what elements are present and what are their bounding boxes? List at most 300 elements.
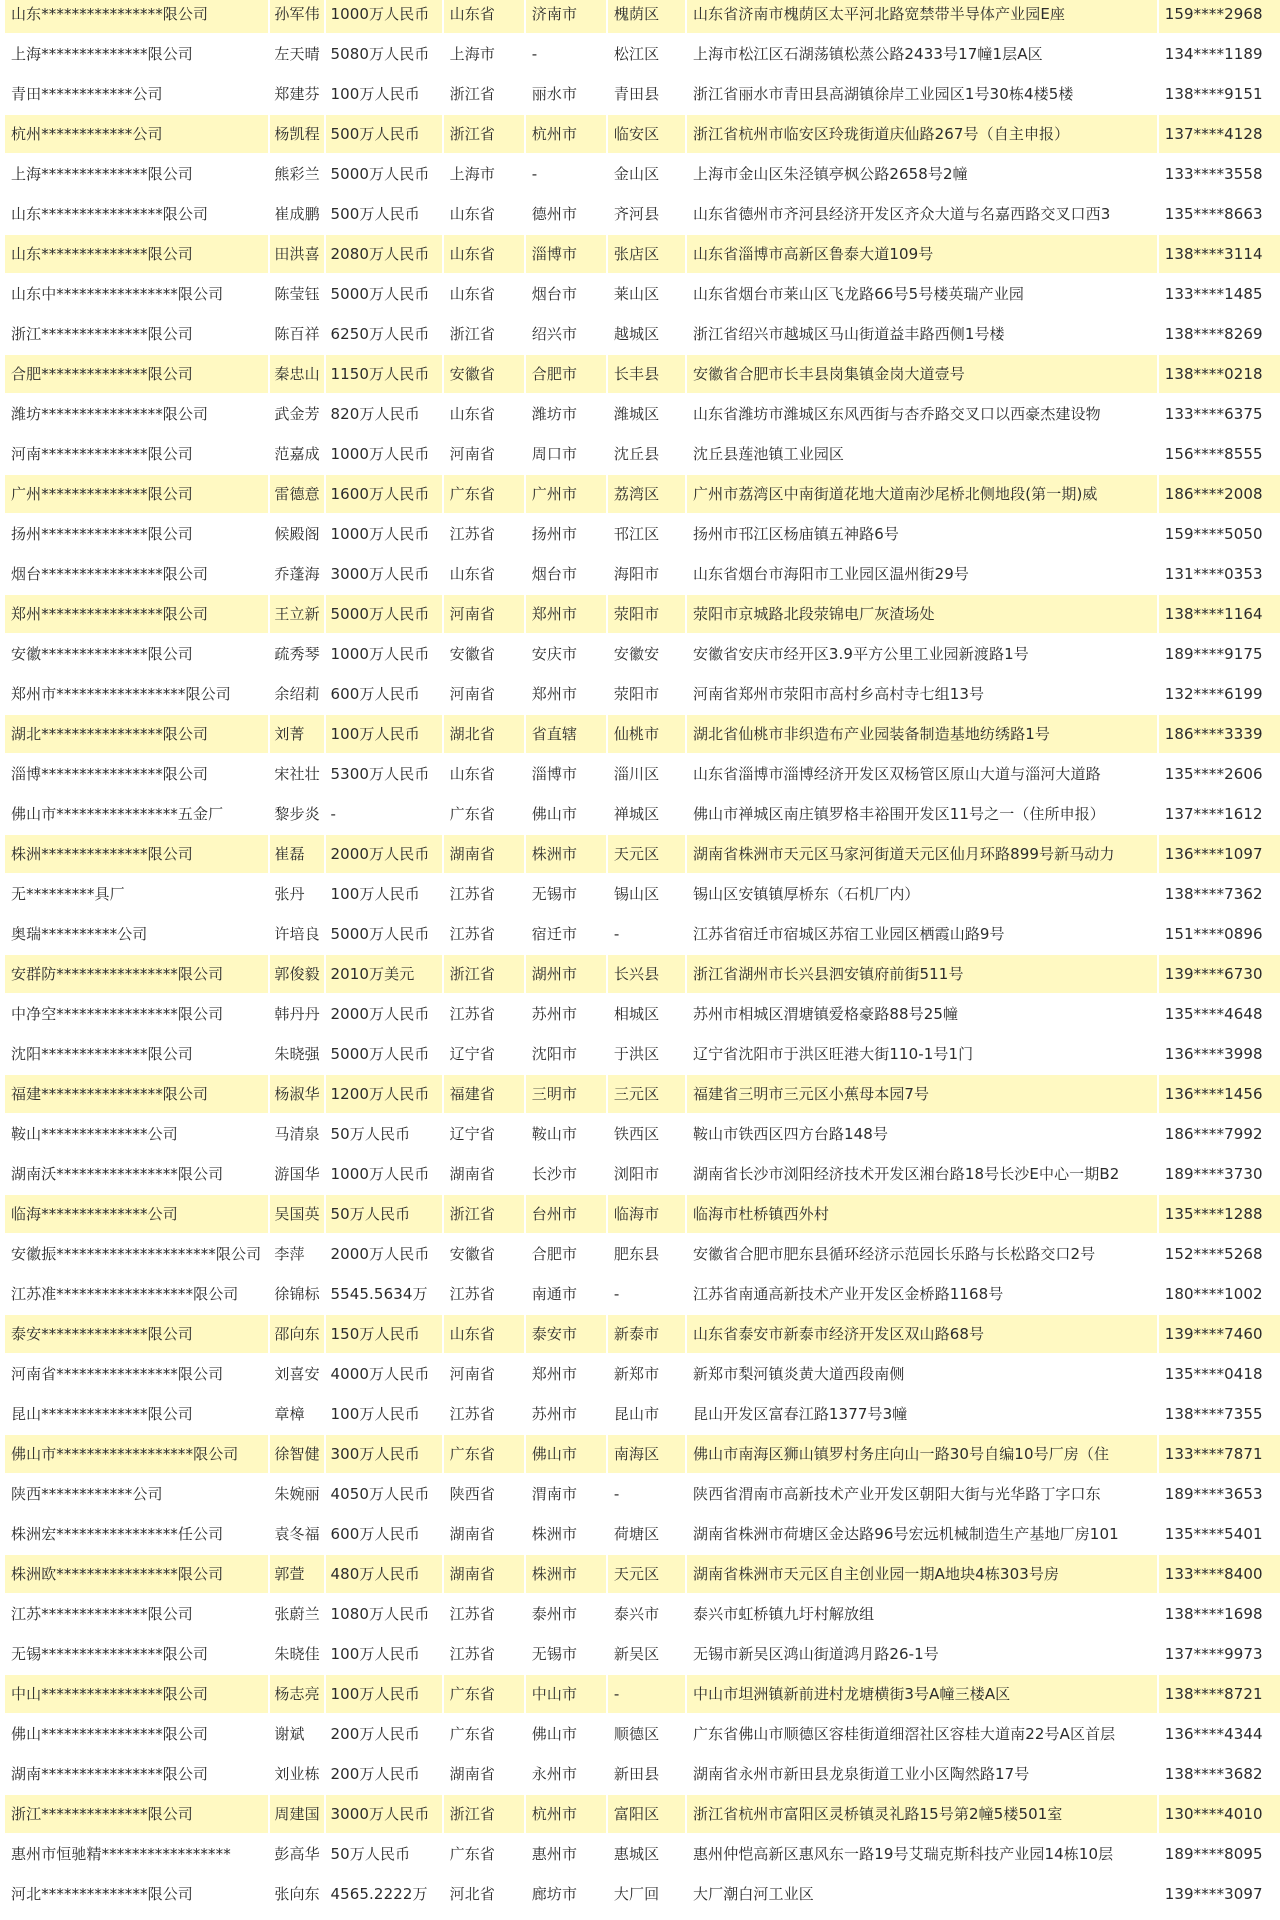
- city-cell: 廊坊市: [526, 1875, 606, 1915]
- county-cell: 齐河县: [608, 195, 685, 235]
- legal-person-cell: 杨淑华: [270, 1075, 324, 1115]
- table-row: [5, 1475, 1280, 1515]
- company-name-cell: 淄博****************限公司: [5, 755, 268, 795]
- province-cell: 河北省: [444, 1875, 524, 1915]
- province-cell: 浙江省: [444, 1195, 524, 1235]
- city-cell: 丽水市: [526, 75, 606, 115]
- city-cell: 淄博市: [526, 755, 606, 795]
- city-cell: 台州市: [526, 1195, 606, 1235]
- company-name-cell: 佛山市****************五金厂: [5, 795, 268, 835]
- table-row: [5, 675, 1280, 715]
- province-cell: 湖北省: [444, 715, 524, 755]
- registered-capital-cell: 4050万人民币: [326, 1475, 441, 1515]
- registered-capital-cell: 300万人民币: [326, 1435, 441, 1475]
- province-cell: 浙江省: [444, 115, 524, 155]
- province-cell: 江苏省: [444, 1275, 524, 1315]
- legal-person-cell: 袁冬福: [270, 1515, 324, 1555]
- address-cell: 湖南省永州市新田县龙泉街道工业小区陶然路17号: [687, 1755, 1157, 1795]
- registered-capital-cell: 100万人民币: [326, 1395, 441, 1435]
- legal-person-cell: 余绍莉: [270, 675, 324, 715]
- address-cell: 湖南省株洲市荷塘区金达路96号宏远机械制造生产基地厂房101: [687, 1515, 1157, 1555]
- company-name-cell: 杭州************公司: [5, 115, 268, 155]
- county-cell: 安徽安: [608, 635, 685, 675]
- legal-person-cell: 熊彩兰: [270, 155, 324, 195]
- city-cell: 渭南市: [526, 1475, 606, 1515]
- phone-cell: 137****9973: [1159, 1635, 1280, 1675]
- city-cell: 沈阳市: [526, 1035, 606, 1075]
- address-cell: 临海市杜桥镇西外村: [687, 1195, 1157, 1235]
- table-row: [5, 1395, 1280, 1435]
- county-cell: -: [608, 1275, 685, 1315]
- phone-cell: 159****5050: [1159, 515, 1280, 555]
- city-cell: 中山市: [526, 1675, 606, 1715]
- province-cell: 江苏省: [444, 995, 524, 1035]
- legal-person-cell: 王立新: [270, 595, 324, 635]
- company-name-cell: 湖北****************限公司: [5, 715, 268, 755]
- city-cell: 绍兴市: [526, 315, 606, 355]
- province-cell: 广东省: [444, 475, 524, 515]
- legal-person-cell: 游国华: [270, 1155, 324, 1195]
- company-name-cell: 株洲**************限公司: [5, 835, 268, 875]
- city-cell: 潍坊市: [526, 395, 606, 435]
- phone-cell: 139****3097: [1159, 1875, 1280, 1915]
- legal-person-cell: 刘业栋: [270, 1755, 324, 1795]
- phone-cell: 159****2968: [1159, 0, 1280, 35]
- county-cell: 富阳区: [608, 1795, 685, 1835]
- company-name-cell: 江苏**************限公司: [5, 1595, 268, 1635]
- table-row: [5, 195, 1280, 235]
- legal-person-cell: 吴国英: [270, 1195, 324, 1235]
- company-name-cell: 青田************公司: [5, 75, 268, 115]
- legal-person-cell: 陈莹钰: [270, 275, 324, 315]
- phone-cell: 134****1189: [1159, 35, 1280, 75]
- legal-person-cell: 章樟: [270, 1395, 324, 1435]
- company-name-cell: 浙江**************限公司: [5, 315, 268, 355]
- registered-capital-cell: 500万人民币: [326, 115, 441, 155]
- county-cell: 新田县: [608, 1755, 685, 1795]
- registered-capital-cell: 1600万人民币: [326, 475, 441, 515]
- phone-cell: 135****8663: [1159, 195, 1280, 235]
- county-cell: -: [608, 1475, 685, 1515]
- province-cell: 湖南省: [444, 1515, 524, 1555]
- province-cell: 湖南省: [444, 1555, 524, 1595]
- province-cell: 浙江省: [444, 315, 524, 355]
- city-cell: 南通市: [526, 1275, 606, 1315]
- county-cell: 淄川区: [608, 755, 685, 795]
- registered-capital-cell: -: [326, 795, 441, 835]
- legal-person-cell: 徐智健: [270, 1435, 324, 1475]
- registered-capital-cell: 50万人民币: [326, 1835, 441, 1875]
- registered-capital-cell: 3000万人民币: [326, 1795, 441, 1835]
- province-cell: 河南省: [444, 675, 524, 715]
- table-row: [5, 155, 1280, 195]
- province-cell: 河南省: [444, 595, 524, 635]
- phone-cell: 135****2606: [1159, 755, 1280, 795]
- legal-person-cell: 李萍: [270, 1235, 324, 1275]
- phone-cell: 189****3653: [1159, 1475, 1280, 1515]
- county-cell: 南海区: [608, 1435, 685, 1475]
- company-name-cell: 无*********具厂: [5, 875, 268, 915]
- legal-person-cell: 刘菁: [270, 715, 324, 755]
- city-cell: 湖州市: [526, 955, 606, 995]
- legal-person-cell: 黎步炎: [270, 795, 324, 835]
- registered-capital-cell: 5000万人民币: [326, 1035, 441, 1075]
- address-cell: 上海市金山区朱泾镇亭枫公路2658号2幢: [687, 155, 1157, 195]
- legal-person-cell: 杨志亮: [270, 1675, 324, 1715]
- province-cell: 陕西省: [444, 1475, 524, 1515]
- legal-person-cell: 田洪喜: [270, 235, 324, 275]
- province-cell: 山东省: [444, 275, 524, 315]
- city-cell: 惠州市: [526, 1835, 606, 1875]
- table-row: [5, 235, 1280, 275]
- city-cell: 佛山市: [526, 795, 606, 835]
- province-cell: 安徽省: [444, 1235, 524, 1275]
- city-cell: -: [526, 35, 606, 75]
- phone-cell: 137****1612: [1159, 795, 1280, 835]
- registered-capital-cell: 2080万人民币: [326, 235, 441, 275]
- legal-person-cell: 秦忠山: [270, 355, 324, 395]
- phone-cell: 138****8721: [1159, 1675, 1280, 1715]
- registered-capital-cell: 480万人民币: [326, 1555, 441, 1595]
- registered-capital-cell: 2000万人民币: [326, 995, 441, 1035]
- address-cell: 中山市坦洲镇新前进村龙塘横街3号A幢三楼A区: [687, 1675, 1157, 1715]
- county-cell: 新郑市: [608, 1355, 685, 1395]
- legal-person-cell: 韩丹丹: [270, 995, 324, 1035]
- county-cell: 三元区: [608, 1075, 685, 1115]
- legal-person-cell: 杨凯程: [270, 115, 324, 155]
- province-cell: 上海市: [444, 35, 524, 75]
- registered-capital-cell: 1000万人民币: [326, 435, 441, 475]
- legal-person-cell: 张蔚兰: [270, 1595, 324, 1635]
- county-cell: 莱山区: [608, 275, 685, 315]
- address-cell: 山东省淄博市高新区鲁泰大道109号: [687, 235, 1157, 275]
- company-name-cell: 佛山****************限公司: [5, 1715, 268, 1755]
- phone-cell: 132****6199: [1159, 675, 1280, 715]
- company-name-cell: 潍坊****************限公司: [5, 395, 268, 435]
- table-row: [5, 875, 1280, 915]
- company-name-cell: 奥瑞**********公司: [5, 915, 268, 955]
- county-cell: 新吴区: [608, 1635, 685, 1675]
- company-name-cell: 昆山**************限公司: [5, 1395, 268, 1435]
- phone-cell: 138****0218: [1159, 355, 1280, 395]
- table-row: [5, 1275, 1280, 1315]
- phone-cell: 156****8555: [1159, 435, 1280, 475]
- province-cell: 福建省: [444, 1075, 524, 1115]
- city-cell: 合肥市: [526, 1235, 606, 1275]
- company-name-cell: 佛山市******************限公司: [5, 1435, 268, 1475]
- phone-cell: 136****4344: [1159, 1715, 1280, 1755]
- county-cell: 临安区: [608, 115, 685, 155]
- table-row: [5, 795, 1280, 835]
- city-cell: 济南市: [526, 0, 606, 35]
- table-row: [5, 955, 1280, 995]
- registered-capital-cell: 5080万人民币: [326, 35, 441, 75]
- phone-cell: 137****4128: [1159, 115, 1280, 155]
- province-cell: 浙江省: [444, 75, 524, 115]
- phone-cell: 139****7460: [1159, 1315, 1280, 1355]
- city-cell: 泰安市: [526, 1315, 606, 1355]
- county-cell: 张店区: [608, 235, 685, 275]
- registered-capital-cell: 1000万人民币: [326, 515, 441, 555]
- county-cell: 天元区: [608, 1555, 685, 1595]
- city-cell: 郑州市: [526, 595, 606, 635]
- address-cell: 安徽省合肥市肥东县循环经济示范园长乐路与长松路交口2号: [687, 1235, 1157, 1275]
- address-cell: 广东省佛山市顺德区容桂街道细滘社区容桂大道南22号A区首层: [687, 1715, 1157, 1755]
- phone-cell: 131****0353: [1159, 555, 1280, 595]
- legal-person-cell: 朱晓佳: [270, 1635, 324, 1675]
- company-name-cell: 沈阳**************限公司: [5, 1035, 268, 1075]
- city-cell: 株洲市: [526, 1515, 606, 1555]
- county-cell: 铁西区: [608, 1115, 685, 1155]
- county-cell: 泰兴市: [608, 1595, 685, 1635]
- address-cell: 昆山开发区富春江路1377号3幢: [687, 1395, 1157, 1435]
- county-cell: 邗江区: [608, 515, 685, 555]
- city-cell: 烟台市: [526, 275, 606, 315]
- phone-cell: 138****1698: [1159, 1595, 1280, 1635]
- company-name-cell: 鞍山**************公司: [5, 1115, 268, 1155]
- address-cell: 泰兴市虹桥镇九圩村解放组: [687, 1595, 1157, 1635]
- table-row: [5, 1195, 1280, 1235]
- city-cell: 郑州市: [526, 1355, 606, 1395]
- registered-capital-cell: 5000万人民币: [326, 595, 441, 635]
- phone-cell: 186****7992: [1159, 1115, 1280, 1155]
- table-row: [5, 1595, 1280, 1635]
- table-row: [5, 475, 1280, 515]
- county-cell: 肥东县: [608, 1235, 685, 1275]
- table-row: [5, 1675, 1280, 1715]
- table-row: [5, 1755, 1280, 1795]
- address-cell: 山东省烟台市莱山区飞龙路66号5号楼英瑞产业园: [687, 275, 1157, 315]
- table-row: [5, 915, 1280, 955]
- county-cell: 天元区: [608, 835, 685, 875]
- company-name-cell: 江苏准******************限公司: [5, 1275, 268, 1315]
- province-cell: 江苏省: [444, 515, 524, 555]
- company-name-cell: 山东**************限公司: [5, 235, 268, 275]
- address-cell: 山东省淄博市淄博经济开发区双杨管区原山大道与淄河大道路: [687, 755, 1157, 795]
- table-row: [5, 435, 1280, 475]
- address-cell: 佛山市禅城区南庄镇罗格丰裕围开发区11号之一（住所申报）: [687, 795, 1157, 835]
- address-cell: 惠州仲恺高新区惠风东一路19号艾瑞克斯科技产业园14栋10层: [687, 1835, 1157, 1875]
- company-table: [3, 0, 1280, 1915]
- table-row: [5, 1515, 1280, 1555]
- table-row: [5, 715, 1280, 755]
- company-name-cell: 河北**************限公司: [5, 1875, 268, 1915]
- company-name-cell: 山东中****************限公司: [5, 275, 268, 315]
- county-cell: 相城区: [608, 995, 685, 1035]
- city-cell: 省直辖: [526, 715, 606, 755]
- province-cell: 辽宁省: [444, 1035, 524, 1075]
- legal-person-cell: 马清泉: [270, 1115, 324, 1155]
- county-cell: 临海市: [608, 1195, 685, 1235]
- province-cell: 浙江省: [444, 1795, 524, 1835]
- city-cell: 苏州市: [526, 1395, 606, 1435]
- company-name-cell: 山东****************限公司: [5, 0, 268, 35]
- table-row: [5, 35, 1280, 75]
- address-cell: 浙江省杭州市富阳区灵桥镇灵礼路15号第2幢5楼501室: [687, 1795, 1157, 1835]
- county-cell: 长兴县: [608, 955, 685, 995]
- registered-capital-cell: 4565.2222万: [326, 1875, 441, 1915]
- county-cell: 潍城区: [608, 395, 685, 435]
- registered-capital-cell: 2010万美元: [326, 955, 441, 995]
- city-cell: 佛山市: [526, 1435, 606, 1475]
- province-cell: 山东省: [444, 235, 524, 275]
- province-cell: 山东省: [444, 755, 524, 795]
- address-cell: 湖南省长沙市浏阳经济技术开发区湘台路18号长沙E中心一期B2: [687, 1155, 1157, 1195]
- table-row: [5, 1235, 1280, 1275]
- phone-cell: 136****1456: [1159, 1075, 1280, 1115]
- table-row: [5, 755, 1280, 795]
- province-cell: 江苏省: [444, 915, 524, 955]
- address-cell: 山东省烟台市海阳市工业园区温州街29号: [687, 555, 1157, 595]
- legal-person-cell: 崔磊: [270, 835, 324, 875]
- address-cell: 大厂潮白河工业区: [687, 1875, 1157, 1915]
- county-cell: 越城区: [608, 315, 685, 355]
- county-cell: 荥阳市: [608, 595, 685, 635]
- phone-cell: 138****3682: [1159, 1755, 1280, 1795]
- address-cell: 沈丘县莲池镇工业园区: [687, 435, 1157, 475]
- county-cell: 昆山市: [608, 1395, 685, 1435]
- table-row: [5, 395, 1280, 435]
- phone-cell: 136****3998: [1159, 1035, 1280, 1075]
- company-name-cell: 安徽振*********************限公司: [5, 1235, 268, 1275]
- province-cell: 浙江省: [444, 955, 524, 995]
- city-cell: 株洲市: [526, 1555, 606, 1595]
- table-row: [5, 595, 1280, 635]
- table-row: [5, 1795, 1280, 1835]
- province-cell: 江苏省: [444, 1395, 524, 1435]
- city-cell: 苏州市: [526, 995, 606, 1035]
- legal-person-cell: 武金芳: [270, 395, 324, 435]
- table-row: [5, 75, 1280, 115]
- phone-cell: 186****2008: [1159, 475, 1280, 515]
- registered-capital-cell: 2000万人民币: [326, 1235, 441, 1275]
- address-cell: 山东省泰安市新泰市经济开发区双山路68号: [687, 1315, 1157, 1355]
- city-cell: 淄博市: [526, 235, 606, 275]
- city-cell: 株洲市: [526, 835, 606, 875]
- table-row: [5, 315, 1280, 355]
- legal-person-cell: 周建国: [270, 1795, 324, 1835]
- registered-capital-cell: 100万人民币: [326, 1635, 441, 1675]
- county-cell: 荔湾区: [608, 475, 685, 515]
- table-row: [5, 0, 1280, 35]
- legal-person-cell: 陈百祥: [270, 315, 324, 355]
- company-name-cell: 株洲宏****************任公司: [5, 1515, 268, 1555]
- province-cell: 广东省: [444, 1835, 524, 1875]
- city-cell: 鞍山市: [526, 1115, 606, 1155]
- county-cell: 荷塘区: [608, 1515, 685, 1555]
- table-row: [5, 355, 1280, 395]
- registered-capital-cell: 100万人民币: [326, 1675, 441, 1715]
- legal-person-cell: 疏秀琴: [270, 635, 324, 675]
- registered-capital-cell: 5545.5634万: [326, 1275, 441, 1315]
- registered-capital-cell: 150万人民币: [326, 1315, 441, 1355]
- table-row: [5, 1835, 1280, 1875]
- county-cell: 槐荫区: [608, 0, 685, 35]
- address-cell: 湖南省株洲市天元区马家河街道天元区仙月环路899号新马动力: [687, 835, 1157, 875]
- registered-capital-cell: 5000万人民币: [326, 275, 441, 315]
- phone-cell: 138****7355: [1159, 1395, 1280, 1435]
- table-row: [5, 1715, 1280, 1755]
- province-cell: 湖南省: [444, 835, 524, 875]
- company-name-cell: 广州**************限公司: [5, 475, 268, 515]
- company-name-cell: 株洲欧****************限公司: [5, 1555, 268, 1595]
- legal-person-cell: 乔蓬海: [270, 555, 324, 595]
- county-cell: 金山区: [608, 155, 685, 195]
- province-cell: 河南省: [444, 1355, 524, 1395]
- company-name-cell: 湖南****************限公司: [5, 1755, 268, 1795]
- phone-cell: 186****3339: [1159, 715, 1280, 755]
- address-cell: 辽宁省沈阳市于洪区旺港大街110-1号1门: [687, 1035, 1157, 1075]
- company-name-cell: 无锡****************限公司: [5, 1635, 268, 1675]
- province-cell: 山东省: [444, 1315, 524, 1355]
- phone-cell: 133****3558: [1159, 155, 1280, 195]
- table-row: [5, 635, 1280, 675]
- legal-person-cell: 郑建芬: [270, 75, 324, 115]
- table-row: [5, 555, 1280, 595]
- phone-cell: 138****8269: [1159, 315, 1280, 355]
- phone-cell: 135****1288: [1159, 1195, 1280, 1235]
- county-cell: 松江区: [608, 35, 685, 75]
- county-cell: -: [608, 915, 685, 955]
- registered-capital-cell: 600万人民币: [326, 1515, 441, 1555]
- registered-capital-cell: 5000万人民币: [326, 155, 441, 195]
- phone-cell: 189****3730: [1159, 1155, 1280, 1195]
- table-row: [5, 1115, 1280, 1155]
- province-cell: 安徽省: [444, 355, 524, 395]
- province-cell: 江苏省: [444, 875, 524, 915]
- company-name-cell: 河南**************限公司: [5, 435, 268, 475]
- phone-cell: 152****5268: [1159, 1235, 1280, 1275]
- city-cell: 扬州市: [526, 515, 606, 555]
- county-cell: 荥阳市: [608, 675, 685, 715]
- county-cell: 锡山区: [608, 875, 685, 915]
- phone-cell: 130****4010: [1159, 1795, 1280, 1835]
- company-name-cell: 河南省****************限公司: [5, 1355, 268, 1395]
- table-row: [5, 515, 1280, 555]
- registered-capital-cell: 1000万人民币: [326, 1155, 441, 1195]
- city-cell: 广州市: [526, 475, 606, 515]
- province-cell: 广东省: [444, 1715, 524, 1755]
- address-cell: 陕西省渭南市高新技术产业开发区朝阳大街与光华路丁字口东: [687, 1475, 1157, 1515]
- address-cell: 无锡市新吴区鸿山街道鸿月路26-1号: [687, 1635, 1157, 1675]
- registered-capital-cell: 5000万人民币: [326, 915, 441, 955]
- address-cell: 广州市荔湾区中南街道花地大道南沙尾桥北侧地段(第一期)威: [687, 475, 1157, 515]
- registered-capital-cell: 200万人民币: [326, 1715, 441, 1755]
- phone-cell: 138****3114: [1159, 235, 1280, 275]
- address-cell: 江苏省宿迁市宿城区苏宿工业园区栖霞山路9号: [687, 915, 1157, 955]
- table-row: [5, 1035, 1280, 1075]
- address-cell: 扬州市邗江区杨庙镇五神路6号: [687, 515, 1157, 555]
- county-cell: 海阳市: [608, 555, 685, 595]
- table-row: [5, 1355, 1280, 1395]
- legal-person-cell: 许培良: [270, 915, 324, 955]
- company-name-cell: 扬州**************限公司: [5, 515, 268, 555]
- legal-person-cell: 郭萱: [270, 1555, 324, 1595]
- county-cell: 浏阳市: [608, 1155, 685, 1195]
- province-cell: 湖南省: [444, 1155, 524, 1195]
- city-cell: 周口市: [526, 435, 606, 475]
- company-name-cell: 中山****************限公司: [5, 1675, 268, 1715]
- city-cell: -: [526, 155, 606, 195]
- phone-cell: 133****6375: [1159, 395, 1280, 435]
- legal-person-cell: 崔成鹏: [270, 195, 324, 235]
- table-row: [5, 1555, 1280, 1595]
- province-cell: 山东省: [444, 0, 524, 35]
- province-cell: 山东省: [444, 395, 524, 435]
- table-row: [5, 115, 1280, 155]
- legal-person-cell: 雷德意: [270, 475, 324, 515]
- city-cell: 合肥市: [526, 355, 606, 395]
